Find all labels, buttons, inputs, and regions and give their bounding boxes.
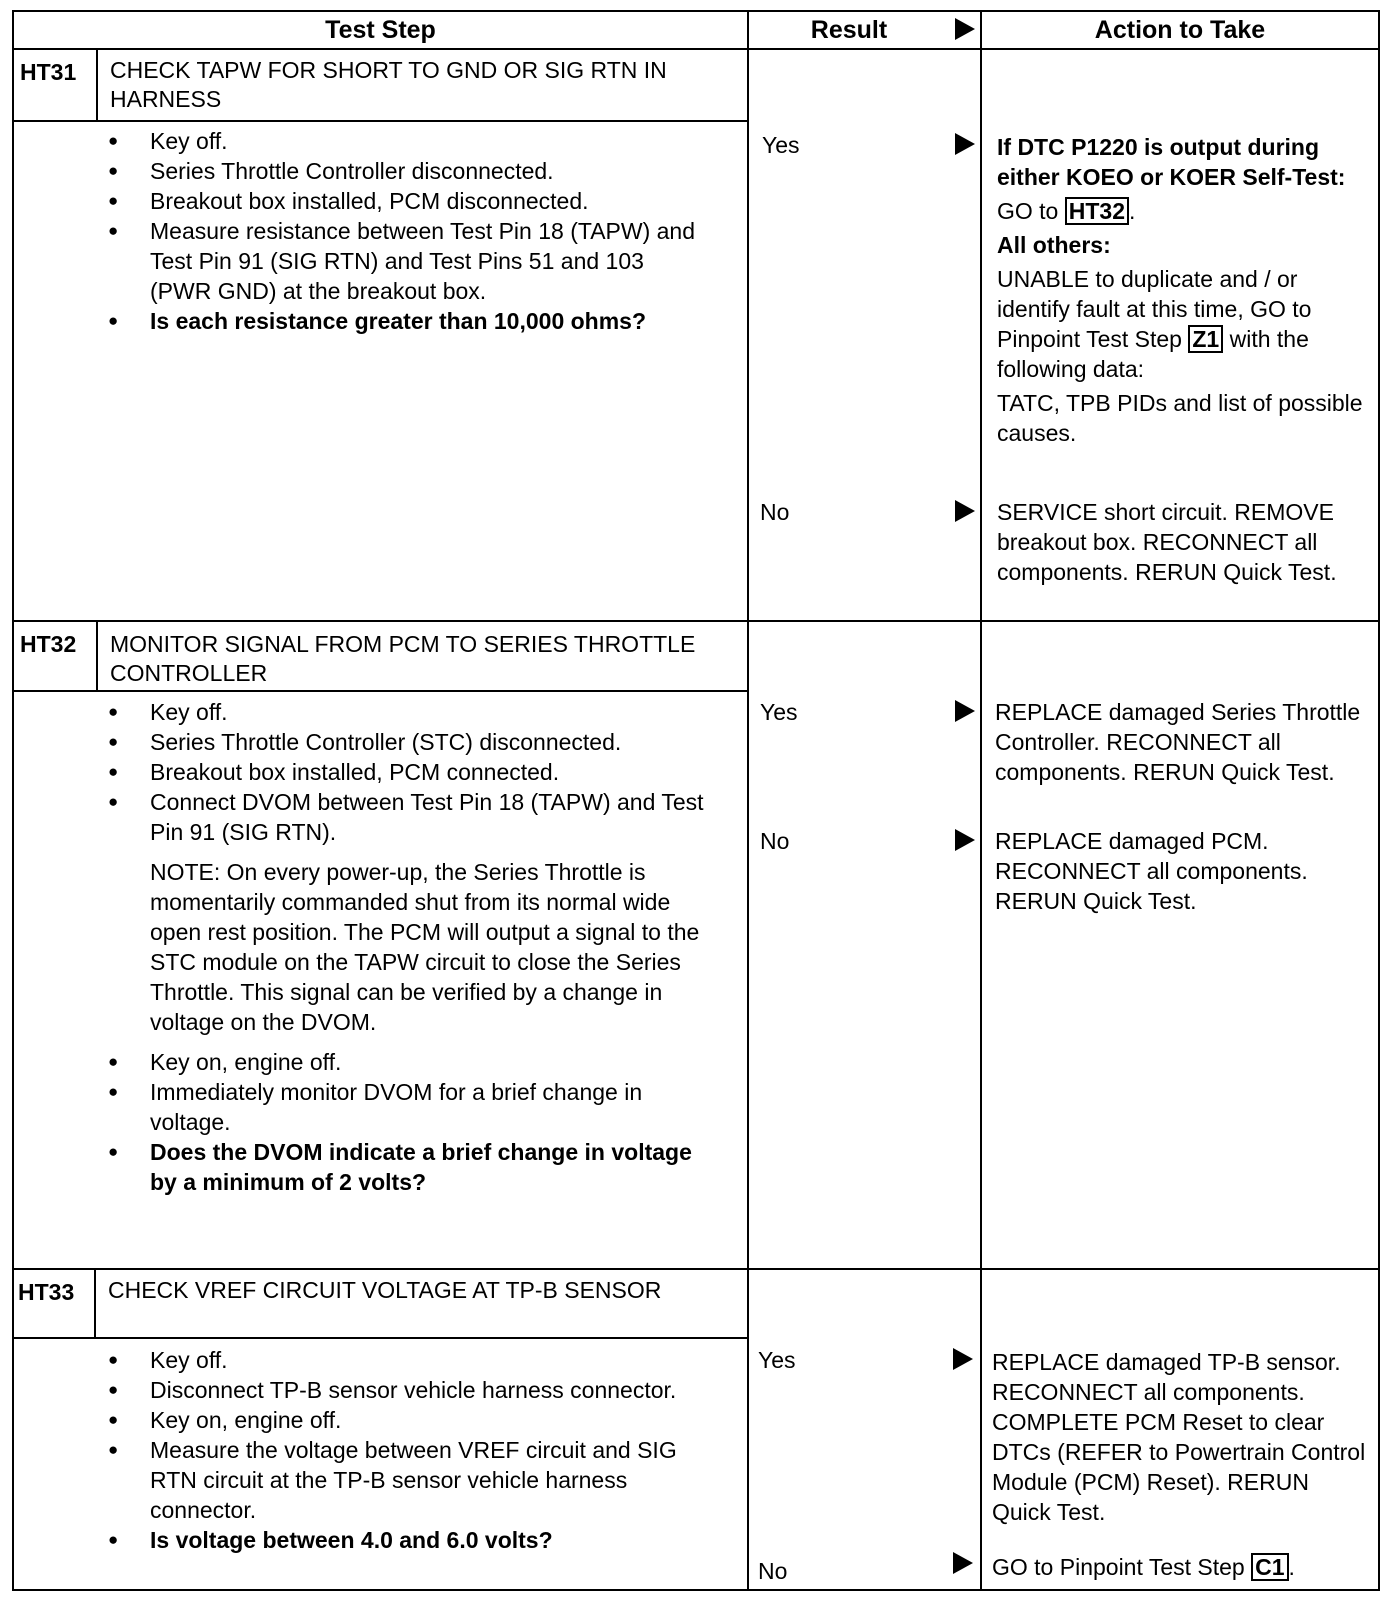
list-item: ● Breakout box installed, PCM connected. — [108, 757, 718, 787]
ht31-result-yes: Yes — [762, 132, 800, 158]
ht32-result-yes: Yes — [760, 699, 798, 725]
ht33-body — [108, 1345, 720, 1555]
list-item: ● Disconnect TP-B sensor vehicle harness connector. — [108, 1375, 720, 1405]
ht31-id-divider — [96, 48, 98, 121]
row-separator-ht33 — [12, 1268, 1380, 1270]
ht32-step-title: MONITOR SIGNAL FROM PCM TO SERIES THROTTLE CONTROLLER — [110, 631, 696, 686]
result-arrow-icon — [955, 700, 975, 722]
ht32-yes-action: REPLACE damaged Series Throttle Controller. RECONNECT all components. RERUN Quick Test. — [995, 699, 1361, 785]
ht31-goto-text: GO to — [997, 198, 1059, 224]
list-item: ● Measure resistance between Test Pin 18 (TAPW) and Test Pin 91 (SIG RTN) and Test Pins 51 and 103 (PWR GND) at the breakout box. — [108, 216, 708, 306]
c1-reference-link[interactable]: C1 — [1251, 1553, 1288, 1581]
table-left-border — [12, 10, 14, 1591]
ht32-note: NOTE: On every power-up, the Series Throttle is momentarily commanded shut from its normal wide open rest position. The PCM will output a signal to the STC module on the TAPW circuit to close the Series Throttle. This signal can be verified by a change in voltage on the DVOM. — [150, 859, 700, 1035]
ht31-step-title: CHECK TAPW FOR SHORT TO GND OR SIG RTN IN HARNESS — [110, 57, 667, 112]
table-right-border — [1378, 10, 1380, 1591]
header-test-step: Test Step — [325, 16, 436, 44]
ht31-title-underline — [12, 120, 747, 122]
result-arrow-icon — [955, 829, 975, 851]
ht32-no-action: REPLACE damaged PCM. RECONNECT all components. RERUN Quick Test. — [995, 828, 1308, 914]
ht33-question: Is voltage between 4.0 and 6.0 volts? — [150, 1527, 553, 1553]
header-bottom-border — [12, 48, 1380, 50]
list-item: ● Series Throttle Controller disconnected. — [108, 156, 708, 186]
ht32-title-underline — [12, 690, 747, 692]
list-item — [108, 1525, 720, 1555]
ht33-step-title: CHECK VREF CIRCUIT VOLTAGE AT TP-B SENSOR — [108, 1277, 662, 1303]
header-action: Action to Take — [1094, 16, 1266, 44]
ht33-yes-action: REPLACE damaged TP-B sensor. RECONNECT all components. COMPLETE PCM Reset to clear DTCs (REFER to Powertrain Control Module (PCM) Reset). RERUN Quick Test. — [992, 1349, 1366, 1525]
list-item: ● Key off. — [108, 1345, 720, 1375]
list-item — [108, 306, 708, 336]
list-item: ● Breakout box installed, PCM disconnected. — [108, 186, 708, 216]
list-item: ● Immediately monitor DVOM for a brief change in voltage. — [108, 1077, 718, 1137]
list-item: ● Key on, engine off. — [108, 1047, 718, 1077]
result-arrow-icon — [953, 1348, 973, 1370]
ht31-pid-list: TATC, TPB PIDs and list of possible causes. — [997, 390, 1363, 446]
result-arrow-icon — [955, 133, 975, 155]
z1-reference-link[interactable]: Z1 — [1188, 325, 1223, 353]
ht31-result-no: No — [760, 499, 790, 525]
list-item: ● Key on, engine off. — [108, 1405, 720, 1435]
ht31-all-others: All others: — [997, 232, 1111, 258]
header-arrow-icon — [955, 18, 975, 40]
ht32-id-divider — [96, 620, 98, 691]
column-divider-test-result — [747, 10, 749, 1591]
ht32-result-no: No — [760, 828, 790, 854]
list-item — [108, 1137, 718, 1197]
ht33-result-yes: Yes — [758, 1347, 796, 1373]
ht32-question: Does the DVOM indicate a brief change in voltage by a minimum of 2 volts? — [150, 1139, 692, 1195]
row-separator-ht32 — [12, 620, 1380, 622]
table-bottom-border — [12, 1589, 1380, 1591]
ht31-yes-action: If DTC P1220 is output during either KOEO or KOER Self-Test: GO to HT32 . All others: UNABLE to duplicate and / or identify fault at this time, GO to Pinpoint Test Step Z1 with the following data: TATC, TPB PIDs and list of possible causes. — [997, 132, 1371, 448]
ht31-data-text: with the following data: — [997, 326, 1309, 382]
ht33-no-action: GO to Pinpoint Test Step C1 . — [992, 1554, 1295, 1580]
ht33-id-divider — [94, 1268, 96, 1338]
result-arrow-icon — [953, 1552, 973, 1574]
ht32-reference-link[interactable]: HT32 — [1065, 197, 1129, 225]
ht33-step-id: HT33 — [18, 1279, 75, 1305]
ht32-step-id: HT32 — [20, 631, 77, 657]
list-item: ● Key off. — [108, 697, 718, 727]
ht32-body — [108, 697, 718, 1197]
ht31-body — [108, 126, 708, 336]
ht31-no-action: SERVICE short circuit. REMOVE breakout box. RECONNECT all components. RERUN Quick Test. — [997, 499, 1337, 585]
ht31-yes-condition: If DTC P1220 is output during either KOEO or KOER Self-Test: — [997, 134, 1346, 190]
column-divider-result-action — [980, 10, 982, 1591]
header-result: Result — [810, 16, 888, 44]
list-item: ● Connect DVOM between Test Pin 18 (TAPW) and Test Pin 91 (SIG RTN). — [108, 787, 718, 847]
ht33-result-no: No — [758, 1558, 788, 1584]
result-arrow-icon — [955, 500, 975, 522]
ht31-unable-text: UNABLE to duplicate and / or identify fault at this time, GO to Pinpoint Test Step — [997, 266, 1312, 352]
list-item: ● Series Throttle Controller (STC) disconnected. — [108, 727, 718, 757]
list-item: ● Measure the voltage between VREF circuit and SIG RTN circuit at the TP-B sensor vehicle harness connector. — [108, 1435, 720, 1525]
list-item: ● Key off. — [108, 126, 708, 156]
ht33-goto-text: GO to Pinpoint Test Step — [992, 1554, 1245, 1580]
ht31-step-id: HT31 — [20, 59, 77, 85]
ht31-question: Is each resistance greater than 10,000 ohms? — [150, 308, 647, 334]
ht33-title-underline — [12, 1337, 747, 1339]
